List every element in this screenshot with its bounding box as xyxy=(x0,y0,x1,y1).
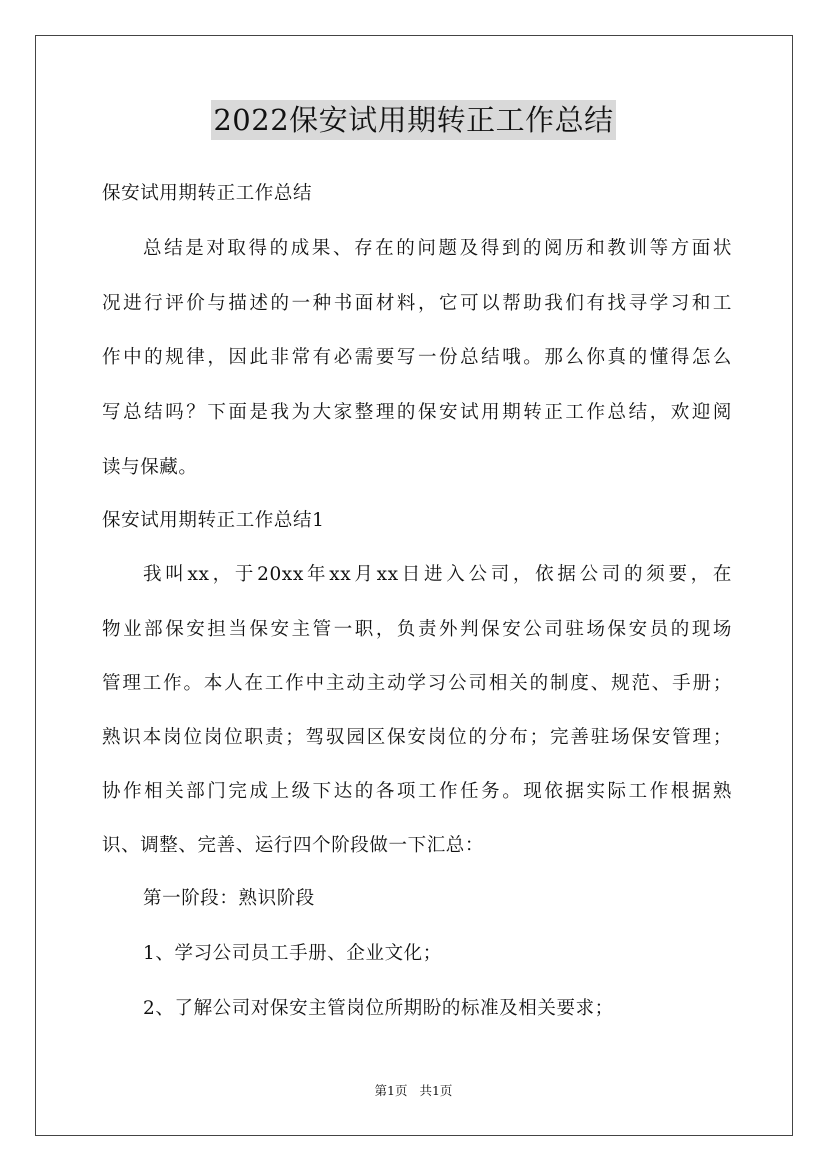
paragraph-line: 总结是对取得的成果、存在的问题及得到的阅历和教训等方面状 xyxy=(143,238,732,259)
page-total: 共1页 xyxy=(419,1083,453,1098)
paragraph-line: 协作相关部门完成上级下达的各项工作任务。现依据实际工作根据熟 xyxy=(102,781,732,802)
paragraph-line: 况进行评价与描述的一种书面材料，它可以帮助我们有找寻学习和工 xyxy=(102,293,732,314)
paragraph-line: 读与保藏。 xyxy=(102,457,198,478)
paragraph-line: 作中的规律，因此非常有必需要写一份总结哦。那么你真的懂得怎么 xyxy=(102,347,732,368)
list-item: 1、学习公司员工手册、企业文化； xyxy=(143,943,442,964)
list-item: 2、了解公司对保安主管岗位所期盼的标准及相关要求； xyxy=(143,998,614,1019)
paragraph-line: 我叫xx，于20xx年xx月xx日进入公司，依据公司的须要，在 xyxy=(143,564,732,585)
page-footer xyxy=(0,1083,827,1099)
phase-heading: 第一阶段：熟识阶段 xyxy=(143,888,315,909)
paragraph-line: 识、调整、完善、运行四个阶段做一下汇总： xyxy=(102,835,485,856)
paragraph-line: 管理工作。本人在工作中主动主动学习公司相关的制度、规范、手册； xyxy=(102,673,732,694)
paragraph-line: 物业部保安担当保安主管一职，负责外判保安公司驻场保安员的现场 xyxy=(102,619,732,640)
page-number: 第1页 xyxy=(374,1083,408,1098)
section-heading: 保安试用期转正工作总结 xyxy=(102,183,313,204)
section-heading: 保安试用期转正工作总结1 xyxy=(102,510,325,531)
document-title: 2022保安试用期转正工作总结 xyxy=(211,100,615,140)
paragraph-line: 熟识本岗位岗位职责；驾驭园区保安岗位的分布；完善驻场保安管理； xyxy=(102,727,732,748)
paragraph-line: 写总结吗？下面是我为大家整理的保安试用期转正工作总结，欢迎阅 xyxy=(102,402,732,423)
title-container xyxy=(0,100,827,140)
